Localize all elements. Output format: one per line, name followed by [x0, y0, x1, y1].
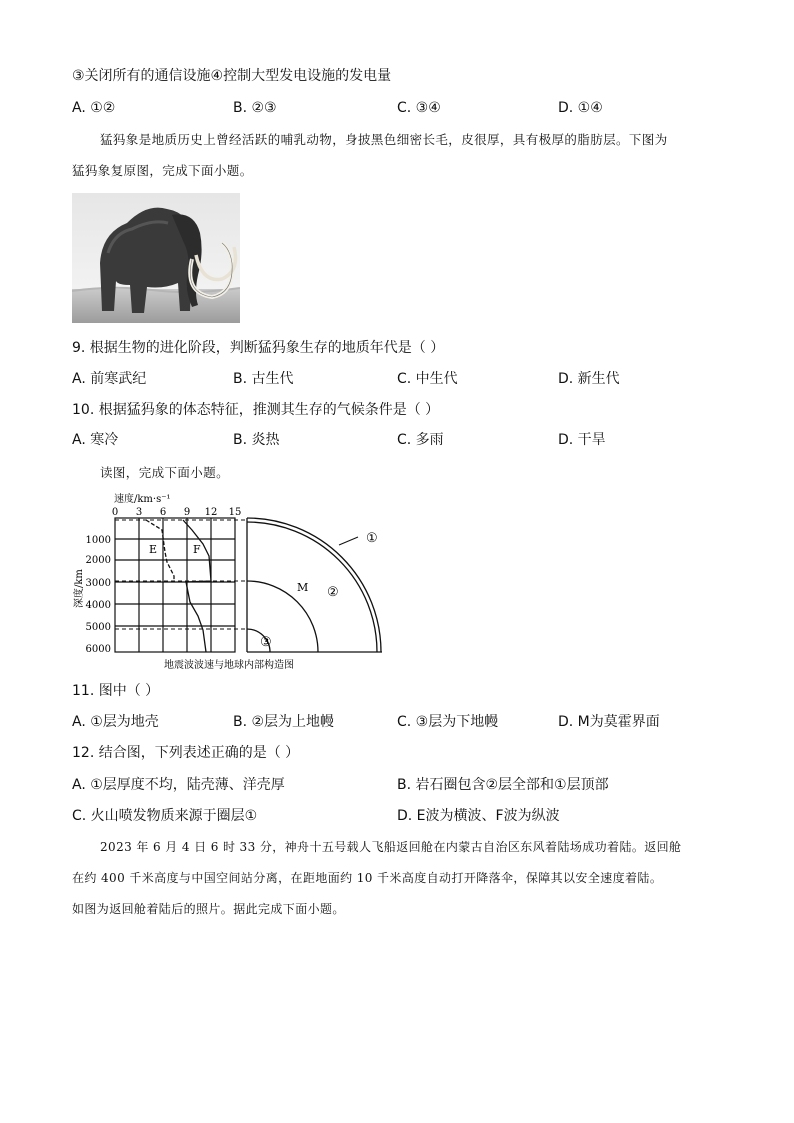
- earth-section: [247, 518, 382, 652]
- q12-stem: 12. 结合图，下列表述正确的是（ ）: [72, 745, 300, 761]
- q12-option-d[interactable]: D. E波为横波、F波为纵波: [397, 808, 560, 824]
- layer-2-label: ②: [327, 585, 339, 600]
- q11-stem: 11. 图中（ ）: [72, 683, 160, 699]
- chart-grid: [115, 518, 235, 652]
- q9-option-c[interactable]: C. 中生代: [397, 371, 458, 387]
- q8-option-c[interactable]: C. ③④: [397, 100, 441, 116]
- q11-option-a[interactable]: A. ①层为地壳: [72, 714, 159, 730]
- speed-tick: 3: [135, 507, 143, 518]
- layer-3-label: ③: [260, 635, 272, 650]
- q11-option-d[interactable]: D. M为莫霍界面: [558, 714, 660, 730]
- depth-tick: 6000: [85, 644, 111, 655]
- q12-option-b[interactable]: B. 岩石圈包含②层全部和①层顶部: [397, 777, 609, 793]
- interface-m-label: M: [297, 581, 309, 594]
- shenzhou-intro-line-1: 2023 年 6 月 4 日 6 时 33 分，神舟十五号载人飞船返回舱在内蒙古自治区东风着陆场成功着陆。返回舱: [100, 840, 682, 854]
- wave-e-label: E: [149, 543, 158, 556]
- speed-axis-label: 速度/km·s⁻¹: [114, 494, 171, 505]
- mammoth-intro-line-2: 猛犸象复原图，完成下面小题。: [72, 163, 253, 178]
- q8-option-d[interactable]: D. ①④: [558, 100, 603, 116]
- q9-option-a[interactable]: A. 前寒武纪: [72, 371, 147, 387]
- depth-tick: 1000: [85, 535, 111, 546]
- depth-tick: 3000: [85, 578, 111, 589]
- speed-tick: 9: [183, 507, 191, 518]
- q11-option-c[interactable]: C. ③层为下地幔: [397, 714, 499, 730]
- q10-option-b[interactable]: B. 炎热: [233, 432, 280, 448]
- q10-option-d[interactable]: D. 干旱: [558, 432, 606, 448]
- depth-tick: 5000: [85, 622, 111, 633]
- speed-tick: 0: [111, 507, 119, 518]
- q12-option-a[interactable]: A. ①层厚度不均，陆壳薄、洋壳厚: [72, 777, 285, 793]
- q9-option-d[interactable]: D. 新生代: [558, 371, 620, 387]
- shenzhou-intro-line-2: 在约 400 千米高度与中国空间站分离，在距地面约 10 千米高度自动打开降落伞，保障其以安全速度着陆。: [72, 871, 663, 885]
- wave-f-label: F: [193, 543, 201, 556]
- q11-option-b[interactable]: B. ②层为上地幔: [233, 714, 335, 730]
- layer-1-label: ①: [366, 531, 378, 546]
- q10-option-a[interactable]: A. 寒冷: [72, 432, 119, 448]
- speed-tick: 6: [159, 507, 167, 518]
- depth-axis-label: 深度/km: [74, 569, 85, 608]
- q10-stem: 10. 根据猛犸象的体态特征，推测其生存的气候条件是（ ）: [72, 402, 440, 418]
- seismic-diagram: [70, 490, 410, 675]
- q12-option-c[interactable]: C. 火山喷发物质来源于圈层①: [72, 808, 258, 824]
- interface-lines: [115, 520, 246, 629]
- q8-option-a[interactable]: A. ①②: [72, 100, 116, 116]
- depth-tick: 2000: [85, 555, 111, 566]
- depth-tick: 4000: [85, 600, 111, 611]
- seismic-diagram-svg: [70, 490, 410, 675]
- speed-tick: 15: [228, 507, 242, 518]
- q8-stem-continued: ③关闭所有的通信设施④控制大型发电设施的发电量: [72, 68, 392, 84]
- figure-intro: 读图，完成下面小题。: [100, 465, 230, 480]
- q9-stem: 9. 根据生物的进化阶段，判断猛犸象生存的地质年代是（ ）: [72, 340, 445, 356]
- speed-tick: 12: [204, 507, 218, 518]
- mammoth-illustration: [72, 193, 240, 323]
- shenzhou-intro-line-3: 如图为返回舱着陆后的照片。据此完成下面小题。: [72, 902, 345, 916]
- mammoth-intro-line-1: 猛犸象是地质历史上曾经活跃的哺乳动物，身披黑色细密长毛，皮很厚，具有极厚的脂肪层。下图为: [100, 132, 668, 147]
- mammoth-photo: [72, 193, 240, 323]
- q9-option-b[interactable]: B. 古生代: [233, 371, 294, 387]
- q8-option-b[interactable]: B. ②③: [233, 100, 277, 116]
- figure-caption: 地震波波速与地球内部构造图: [164, 660, 294, 671]
- q10-option-c[interactable]: C. 多雨: [397, 432, 444, 448]
